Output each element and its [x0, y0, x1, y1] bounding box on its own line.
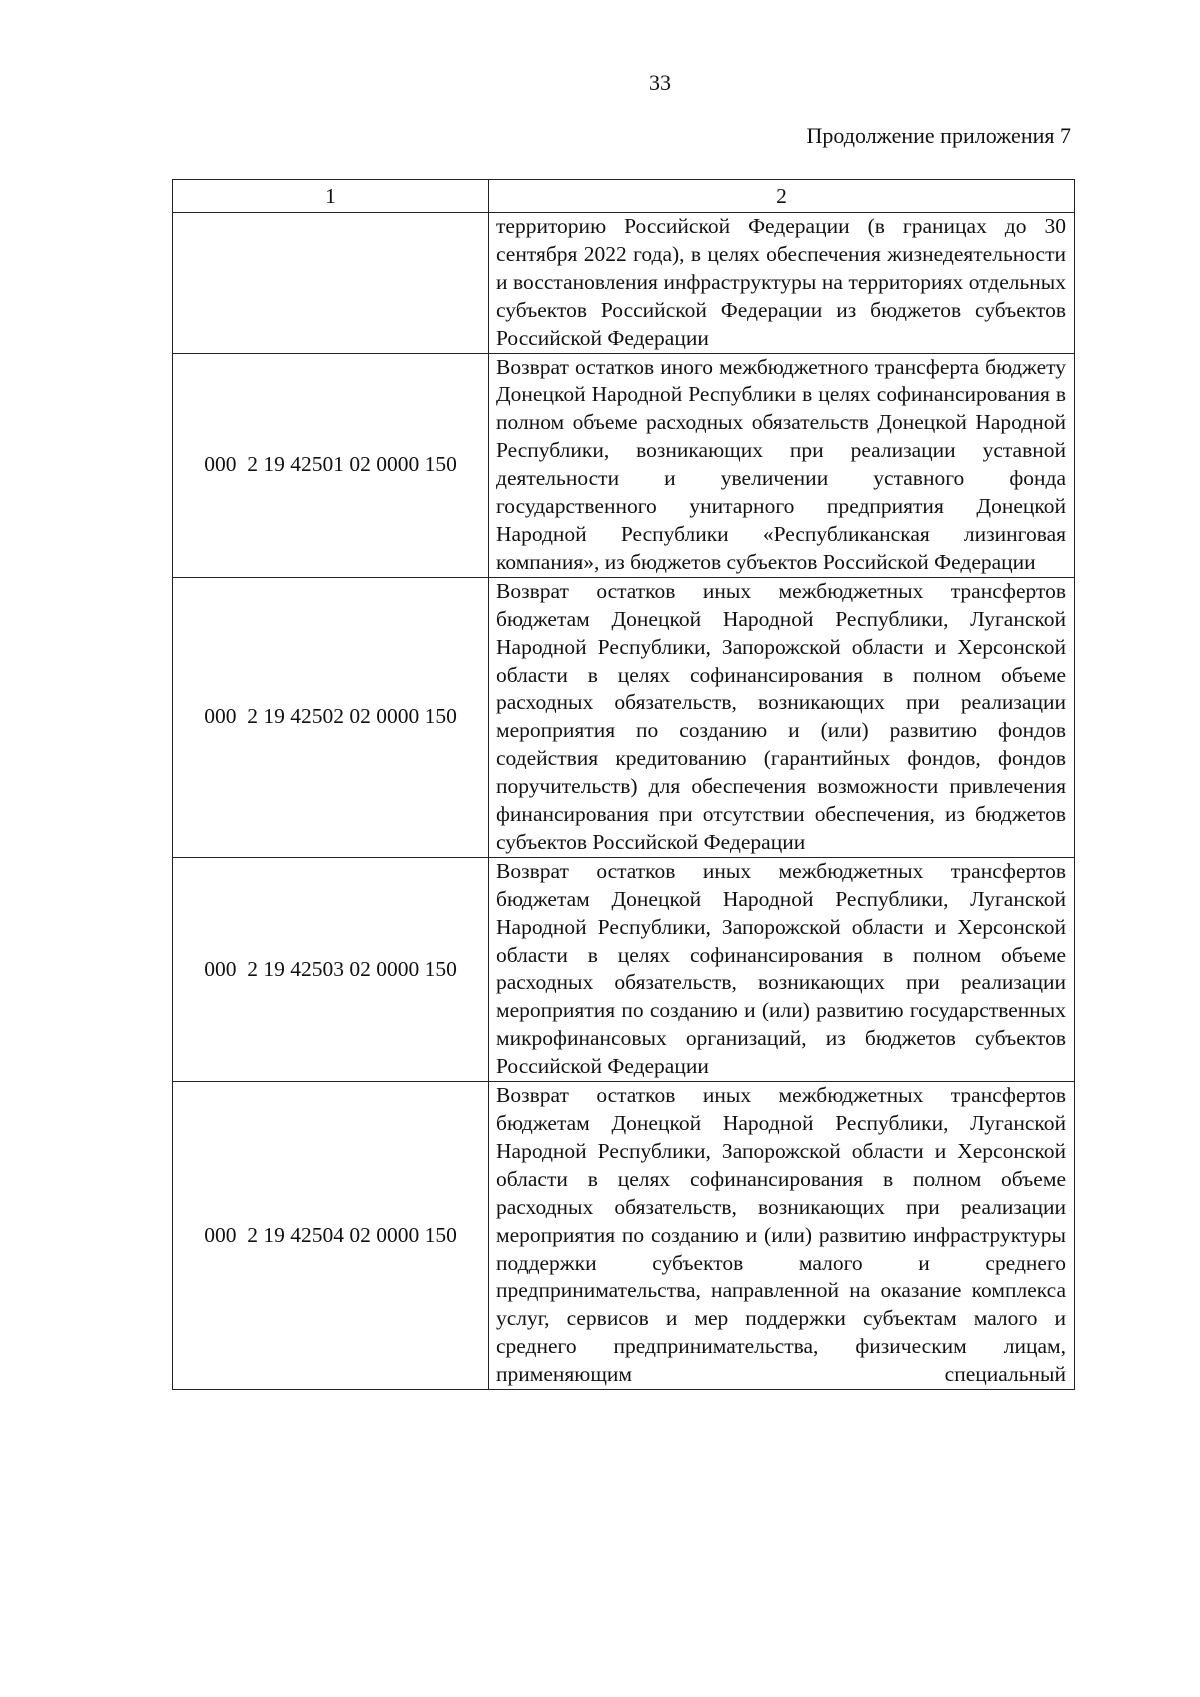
table-row: [173, 353, 1075, 577]
description-cell: территорию Российской Федерации (в границах до 30 сентября 2022 года), в целях обеспечения жизнедеятельности и восстановления инфраструктуры на территориях отдельных субъектов Российской Федерации из бюджетов субъектов Российской Федерации: [489, 213, 1075, 354]
table-header-row: [173, 180, 1075, 213]
budget-codes-table: [172, 179, 1075, 1390]
budget-code-cell: 000 2 19 42502 02 0000 150: [173, 577, 489, 857]
table-row: [173, 213, 1075, 354]
table-row: [173, 577, 1075, 857]
description-cell: Возврат остатков иных межбюджетных трансфертов бюджетам Донецкой Народной Республики, Луганской Народной Республики, Запорожской области и Херсонской области в целях софинансирования в полном объеме расходных обязательств, возникающих при реализации мероприятия по созданию и (или) развитию государственных микрофинансовых организаций, из бюджетов субъектов Российской Федерации: [489, 857, 1075, 1081]
description-cell: Возврат остатков иных межбюджетных трансфертов бюджетам Донецкой Народной Республики, Луганской Народной Республики, Запорожской области и Херсонской области в целях софинансирования в полном объеме расходных обязательств, возникающих при реализации мероприятия по созданию и (или) развитию фондов содействия кредитованию (гарантийных фондов, фондов поручительств) для обеспечения возможности привлечения финансирования при отсутствии обеспечения, из бюджетов субъектов Российской Федерации: [489, 577, 1075, 857]
appendix-continuation-label: Продолжение приложения 7: [806, 123, 1071, 148]
budget-code-cell: 000 2 19 42504 02 0000 150: [173, 1082, 489, 1390]
column-header-2: 2: [489, 180, 1075, 213]
table-row: [173, 857, 1075, 1081]
budget-code-cell: 000 2 19 42501 02 0000 150: [173, 353, 489, 577]
page-number: 33: [649, 70, 671, 95]
table-row: [173, 1082, 1075, 1390]
description-cell: Возврат остатков иных межбюджетных трансфертов бюджетам Донецкой Народной Республики, Луганской Народной Республики, Запорожской области и Херсонской области в целях софинансирования в полном объеме расходных обязательств, возникающих при реализации мероприятия по созданию и (или) развитию инфраструктуры поддержки субъектов малого и среднего предпринимательства, направленной на оказание комплекса услуг, сервисов и мер поддержки субъектам малого и среднего предпринимательства, физическим лицам, применяющим специальный: [489, 1082, 1075, 1390]
column-header-1: 1: [173, 180, 489, 213]
budget-code-cell: [173, 213, 489, 354]
budget-code-cell: 000 2 19 42503 02 0000 150: [173, 857, 489, 1081]
description-cell: Возврат остатков иного межбюджетного трансферта бюджету Донецкой Народной Республики в целях софинансирования в полном объеме расходных обязательств Донецкой Народной Республики, возникающих при реализации уставной деятельности и увеличении уставного фонда государственного унитарного предприятия Донецкой Народной Республики «Республиканская лизинговая компания», из бюджетов субъектов Российской Федерации: [489, 353, 1075, 577]
